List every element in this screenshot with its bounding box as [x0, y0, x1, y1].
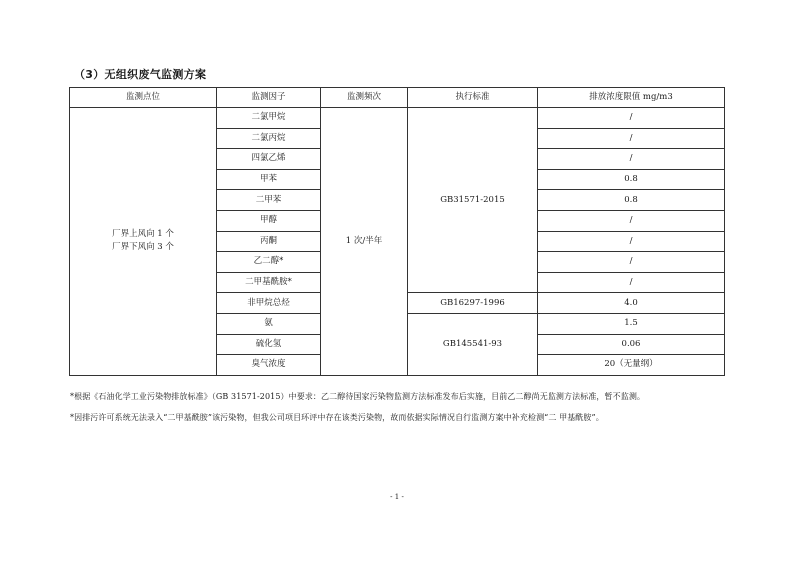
footnote-ethylene-glycol: *根据《石油化学工业污染物排放标准》（GB 31571-2015）中要求：乙二醇待国家污染物监测方法标准发布后实施，目前乙二醇尚无监测方法标准，暂不监测。	[70, 392, 646, 401]
col-header-location: 监测点位	[70, 88, 217, 108]
limit-cell: 0.8	[538, 190, 725, 211]
col-header-standard: 执行标准	[408, 88, 538, 108]
factor-cell: 臭气浓度	[217, 355, 321, 376]
col-header-limit: 排放浓度限值 mg/m3	[538, 88, 725, 108]
factor-cell: 二氯丙烷	[217, 128, 321, 149]
standard-cell: GB145541-93	[408, 313, 538, 375]
page-number: - 1 -	[390, 493, 404, 501]
limit-cell: /	[538, 108, 725, 129]
standard-cell: GB16297-1996	[408, 293, 538, 314]
factor-cell: 非甲烷总烃	[217, 293, 321, 314]
limit-cell: /	[538, 149, 725, 170]
factor-cell: 甲苯	[217, 169, 321, 190]
factor-cell: 硫化氢	[217, 334, 321, 355]
frequency-cell: 1 次/半年	[321, 108, 408, 376]
table-header-row	[70, 88, 725, 108]
factor-cell: 四氯乙烯	[217, 149, 321, 170]
factor-cell: 丙酮	[217, 231, 321, 252]
footnote-dimethylamide: *因排污许可系统无法录入“二甲基酰胺”该污染物，但我公司项目环评中存在该类污染物，故而依据实际情况自行监测方案中补充检测“二 甲基酰胺”。	[70, 413, 604, 422]
col-header-factor: 监测因子	[217, 88, 321, 108]
section-heading: （3）无组织废气监测方案	[74, 68, 207, 81]
limit-cell: 0.8	[538, 169, 725, 190]
factor-cell: 二甲苯	[217, 190, 321, 211]
limit-cell: 1.5	[538, 313, 725, 334]
limit-cell: /	[538, 128, 725, 149]
factor-cell: 氨	[217, 313, 321, 334]
limit-cell: /	[538, 210, 725, 231]
factor-cell: 二甲基酰胺*	[217, 272, 321, 293]
factor-cell: 甲醇	[217, 210, 321, 231]
factor-cell: 乙二醇*	[217, 252, 321, 273]
location-line: 厂界上风向 1 个	[112, 229, 174, 240]
limit-cell: /	[538, 252, 725, 273]
table-row	[70, 108, 725, 129]
factor-cell: 二氯甲烷	[217, 108, 321, 129]
limit-cell: /	[538, 231, 725, 252]
location-line: 厂界下风向 3 个	[112, 242, 174, 253]
limit-cell: 4.0	[538, 293, 725, 314]
location-cell	[70, 108, 217, 376]
standard-cell: GB31571-2015	[408, 108, 538, 293]
limit-cell: 20（无量纲）	[538, 355, 725, 376]
limit-cell: 0.06	[538, 334, 725, 355]
limit-cell: /	[538, 272, 725, 293]
col-header-frequency: 监测频次	[321, 88, 408, 108]
monitoring-table	[69, 87, 725, 376]
